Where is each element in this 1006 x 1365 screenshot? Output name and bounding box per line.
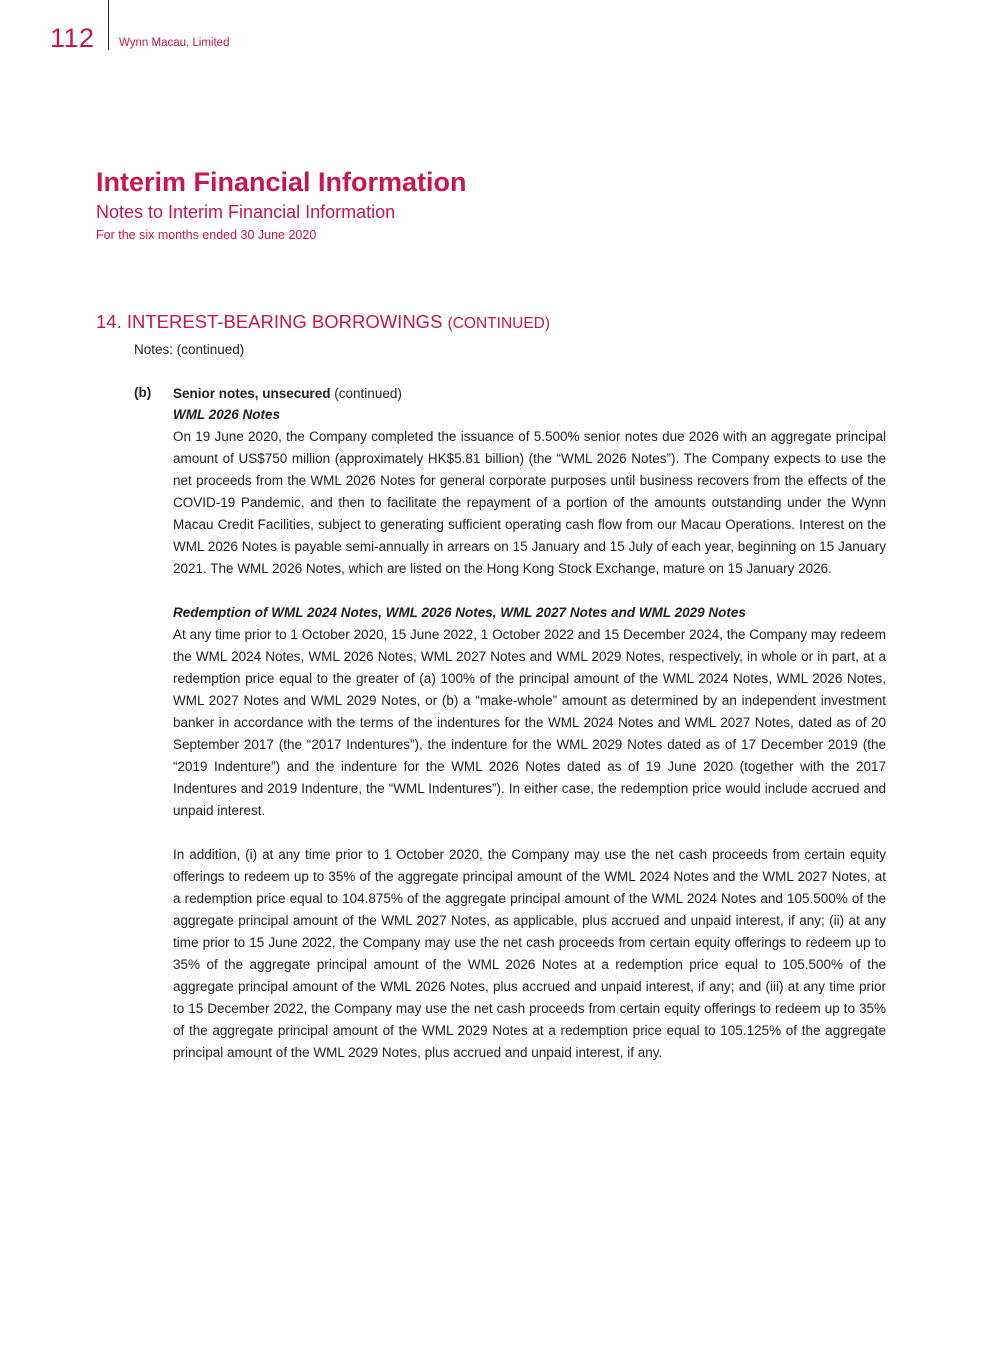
page-number: 112 (50, 23, 95, 53)
notes-label: Notes: (continued) (134, 342, 245, 357)
header-divider (108, 0, 109, 50)
section-title: 14. INTEREST-BEARING BORROWINGS (96, 311, 443, 332)
redemption-paragraph-1: At any time prior to 1 October 2020, 15 June 2022, 1 October 2022 and 15 December 2024, the Company may redeem the WML 2024 Notes, WML 2026 Notes, WML 2027 Notes and WML 2029 Notes, respectively, in whole or in part, at a redemption price equal to the greater of (a) 100% of the principal amount of the WML 2024 Notes, WML 2026 Notes, WML 2027 Notes and WML 2029 Notes, or (b) a “make-whole” amount as determined by an independent investment banker in accordance with the terms of the indentures for the WML 2024 Notes and WML 2027 Notes, dated as of 20 September 2017 (the “2017 Indentures”), the indenture for the WML 2029 Notes dated as of 17 December 2019 (the “2019 Indenture”) and the indenture for the WML 2026 Notes dated as of 19 June 2020 (together with the 2017 Indentures and 2019 Indenture, the “WML Indentures”). In either case, the redemption price would include accrued and unpaid interest. (173, 627, 886, 818)
wml2026-heading: WML 2026 Notes (173, 407, 281, 422)
spacer (173, 822, 886, 844)
item-content (173, 384, 886, 1064)
item-marker: (b) (134, 385, 152, 400)
spacer (173, 580, 886, 602)
item-title-text: Senior notes, unsecured (173, 386, 331, 401)
item-title-suffix: (continued) (330, 386, 402, 401)
redemption-heading: Redemption of WML 2024 Notes, WML 2026 Notes, WML 2027 Notes and WML 2029 Notes (173, 605, 746, 620)
redemption-paragraph-2: In addition, (i) at any time prior to 1 October 2020, the Company may use the net cash proceeds from certain equity offerings to redeem up to 35% of the aggregate principal amount of the WML 2024 Notes and the WML 2027 Notes, at a redemption price equal to 104.875% of the aggregate principal amount of the WML 2024 Notes and 105.500% of the aggregate principal amount of the WML 2027 Notes, as applicable, plus accrued and unpaid interest, if any; (ii) at any time prior to 15 June 2022, the Company may use the net cash proceeds from certain equity offerings to redeem up to 35% of the aggregate principal amount of the WML 2026 Notes at a redemption price equal to 105.500% of the aggregate principal amount of the WML 2026 Notes, plus accrued and unpaid interest, if any; and (iii) at any time prior to 15 December 2022, the Company may use the net cash proceeds from certain equity offerings to redeem up to 35% of the aggregate principal amount of the WML 2029 Notes at a redemption price equal to 105.125% of the aggregate principal amount of the WML 2029 Notes, plus accrued and unpaid interest, if any. (173, 847, 886, 1060)
section-continued: (CONTINUED) (447, 315, 551, 332)
page-subtitle: Notes to Interim Financial Information (96, 202, 396, 222)
reporting-period: For the six months ended 30 June 2020 (96, 228, 317, 242)
wml2026-paragraph: On 19 June 2020, the Company completed the issuance of 5.500% senior notes due 2026 with an aggregate principal amount of US$750 million (approximately HK$5.81 billion) (the “WML 2026 Notes”). The Company expects to use the net proceeds from the WML 2026 Notes for general corporate purposes until business recovers from the effects of the COVID-19 Pandemic, and then to facilitate the repayment of a portion of the amounts outstanding under the Wynn Macau Credit Facilities, subject to generating sufficient operating cash flow from our Macau Operations. Interest on the WML 2026 Notes is payable semi-annually in arrears on 15 January and 15 July of each year, beginning on 15 January 2021. The WML 2026 Notes, which are listed on the Hong Kong Stock Exchange, mature on 15 January 2026. (173, 429, 886, 576)
section-heading (96, 311, 550, 335)
title-block (96, 166, 896, 243)
page-title: Interim Financial Information (96, 167, 467, 197)
company-name: Wynn Macau, Limited (119, 37, 230, 49)
item-title (173, 384, 886, 404)
page-header (0, 0, 1006, 60)
